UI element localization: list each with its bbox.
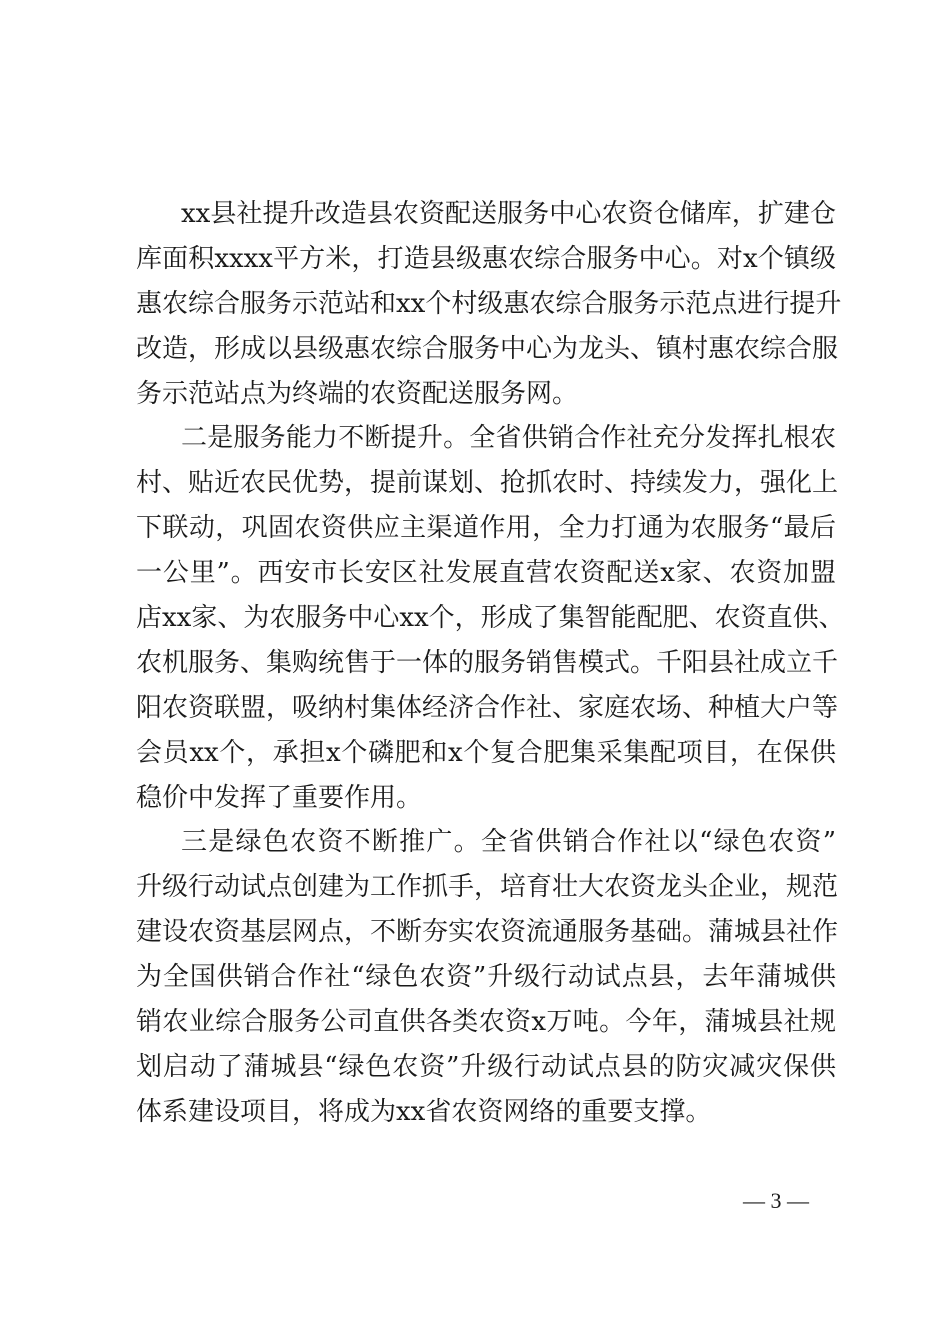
text-line: 库面积xxxx平方米，打造县级惠农综合服务中心。对x个镇级 — [136, 243, 836, 274]
page-number: — 3 — — [743, 1188, 809, 1213]
text-line: 惠农综合服务示范站和xx个村级惠农综合服务示范点进行提升 — [136, 288, 842, 319]
text-line: 阳农资联盟，吸纳村集体经济合作社、家庭农场、种植大户等 — [136, 692, 839, 723]
text-line: 建设农资基层网点，不断夯实农资流通服务基础。蒲城县社作 — [136, 917, 839, 948]
text-line: 会员xx个，承担x个磷肥和x个复合肥集采集配项目，在保供 — [136, 737, 836, 768]
document-body — [136, 192, 845, 1135]
text-line: 为全国供销合作社“绿色农资”升级行动试点县，去年蒲城供 — [136, 962, 836, 993]
text-line: 体系建设项目，将成为xx省农资网络的重要支撑。 — [136, 1096, 712, 1127]
text-line: 村、贴近农民优势，提前谋划、抢抓农时、持续发力，强化上 — [136, 468, 839, 499]
paragraph-1 — [136, 192, 842, 416]
text-line: 升级行动试点创建为工作抓手，培育壮大农资龙头企业，规范 — [136, 872, 839, 903]
text-line: 店xx家、为农服务中心xx个，形成了集智能配肥、农资直供、 — [136, 603, 845, 634]
paragraph-3 — [136, 820, 839, 1134]
text-line: 下联动，巩固农资供应主渠道作用，全力打通为农服务“最后 — [136, 513, 836, 544]
text-line: 销农业综合服务公司直供各类农资x万吨。今年，蒲城县社规 — [136, 1007, 836, 1038]
text-line: 一公里”。西安市长安区社发展直营农资配送x家、农资加盟 — [136, 558, 836, 589]
text-line: 二是服务能力不断提升。全省供销合作社充分发挥扎根农 — [181, 423, 836, 454]
text-line: xx县社提升改造县农资配送服务中心农资仓储库，扩建仓 — [181, 199, 836, 229]
text-line: 三是绿色农资不断推广。全省供销合作社以“绿色农资” — [181, 827, 836, 858]
text-line: 稳价中发挥了重要作用。 — [136, 782, 423, 813]
text-line: 务示范站点为终端的农资配送服务网。 — [136, 378, 579, 409]
text-line: 农机服务、集购统售于一体的服务销售模式。千阳县社成立千 — [136, 647, 839, 678]
text-line: 划启动了蒲城县“绿色农资”升级行动试点县的防灾减灾保供 — [136, 1051, 836, 1082]
paragraph-2 — [136, 416, 845, 820]
text-line: 改造，形成以县级惠农综合服务中心为龙头、镇村惠农综合服 — [136, 333, 839, 364]
